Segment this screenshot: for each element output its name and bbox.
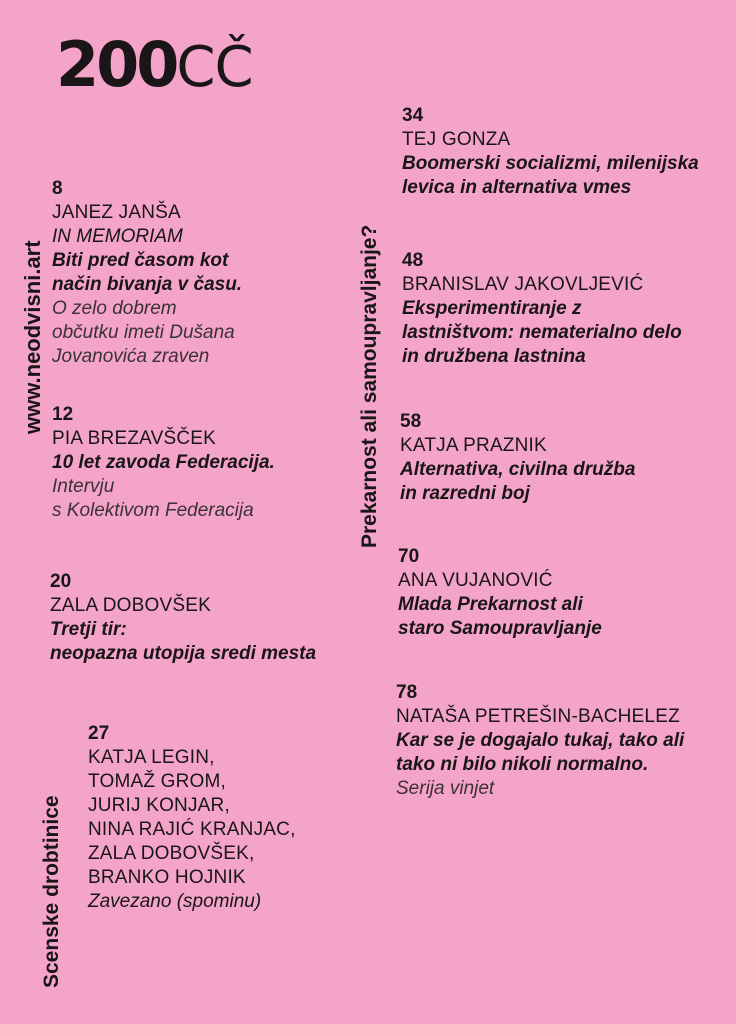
- author-name: ANA VUJANOVIĆ: [398, 570, 553, 591]
- entry-title: Eksperimentiranje z: [402, 298, 582, 319]
- page-number: 12: [52, 404, 74, 425]
- entry-title: Kar se je dogajalo tukaj, tako ali: [396, 730, 685, 751]
- entry-title: 10 let zavoda Federacija.: [52, 452, 275, 473]
- author-name: BRANISLAV JAKOVLJEVIĆ: [402, 274, 644, 295]
- toc-entry[interactable]: [396, 681, 684, 801]
- toc-entry[interactable]: [88, 722, 296, 914]
- toc-entry[interactable]: [402, 104, 699, 200]
- entry-subtitle: Serija vinjet: [396, 778, 495, 799]
- toc-entry[interactable]: [52, 403, 275, 523]
- author-name: JURIJ KONJAR,: [88, 795, 230, 816]
- author-name: TEJ GONZA: [402, 129, 511, 150]
- entry-subtitle: Intervju: [52, 476, 115, 497]
- page-number: 8: [52, 178, 63, 199]
- entry-title: Boomerski socializmi, milenijska: [402, 153, 699, 174]
- toc-entry[interactable]: [52, 177, 242, 369]
- entry-label: IN MEMORIAM: [52, 226, 183, 247]
- entry-title: Tretji tir:: [50, 619, 127, 640]
- page-number: 34: [402, 105, 424, 126]
- entry-subtitle: Jovanovića zraven: [52, 346, 210, 367]
- page-number: 48: [402, 250, 424, 271]
- entry-subtitle: s Kolektivom Federacija: [52, 500, 254, 521]
- section-label-scenic: Scenske drobtinice: [40, 795, 63, 988]
- logo-suffix: CČ: [176, 35, 253, 100]
- section-label-precarity: Prekarnost ali samoupravljanje?: [358, 224, 381, 548]
- entry-title: Biti pred časom kot: [52, 250, 229, 271]
- entry-title: Zavezano (spominu): [88, 891, 262, 912]
- entry-title: Alternativa, civilna družba: [400, 459, 636, 480]
- entry-title: staro Samoupravljanje: [398, 618, 602, 639]
- author-name: NINA RAJIĆ KRANJAC,: [88, 819, 296, 840]
- author-name: KATJA PRAZNIK: [400, 435, 547, 456]
- page-number: 58: [400, 411, 422, 432]
- page-number: 78: [396, 682, 418, 703]
- author-name: KATJA LEGIN,: [88, 747, 215, 768]
- entry-title: Mlada Prekarnost ali: [398, 594, 583, 615]
- entry-title: lastništvom: nematerialno delo: [402, 322, 682, 343]
- author-name: ZALA DOBOVŠEK: [50, 595, 211, 616]
- website-label[interactable]: www.neodvisni.art: [20, 240, 45, 434]
- author-name: PIA BREZAVŠČEK: [52, 428, 217, 449]
- entry-title: levica in alternativa vmes: [402, 177, 632, 198]
- page-number: 27: [88, 723, 110, 744]
- entry-subtitle: občutku imeti Dušana: [52, 322, 235, 343]
- author-name: NATAŠA PETREŠIN-BACHELEZ: [396, 706, 680, 727]
- magazine-logo: [56, 28, 253, 101]
- entry-subtitle: O zelo dobrem: [52, 298, 177, 319]
- author-name: ZALA DOBOVŠEK,: [88, 843, 255, 864]
- page-number: 20: [50, 571, 72, 592]
- toc-entry[interactable]: [50, 570, 316, 666]
- author-name: BRANKO HOJNIK: [88, 867, 246, 888]
- toc-entry[interactable]: [400, 410, 635, 506]
- page-number: 70: [398, 546, 420, 567]
- author-name: JANEZ JANŠA: [52, 202, 181, 223]
- toc-entry[interactable]: [402, 249, 682, 369]
- entry-title: tako ni bilo nikoli normalno.: [396, 754, 649, 775]
- logo-number: 200: [56, 28, 177, 101]
- entry-title: in družbena lastnina: [402, 346, 586, 367]
- entry-title: neopazna utopija sredi mesta: [50, 643, 317, 664]
- author-name: TOMAŽ GROM,: [88, 771, 227, 792]
- entry-title: in razredni boj: [400, 483, 530, 504]
- entry-title: način bivanja v času.: [52, 274, 243, 295]
- toc-entry[interactable]: [398, 545, 602, 641]
